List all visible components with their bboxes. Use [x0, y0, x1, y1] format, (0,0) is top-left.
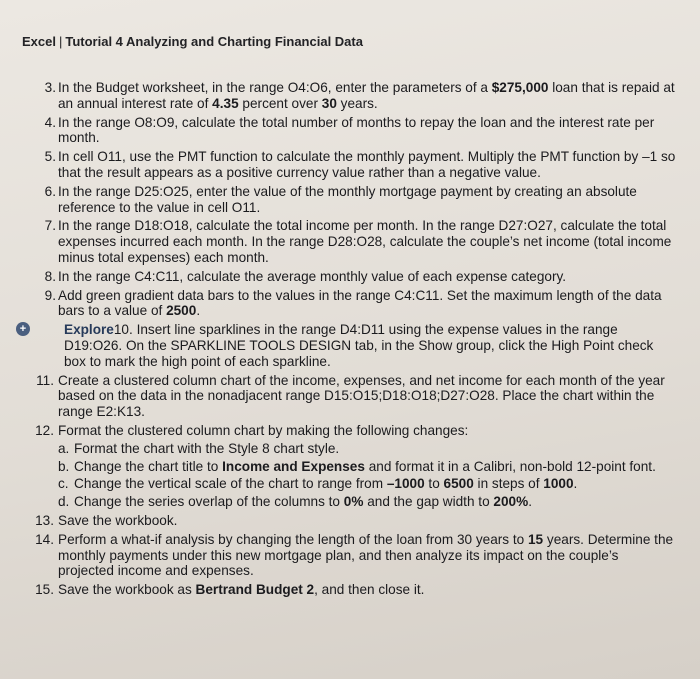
- explore-tag: [16, 322, 34, 336]
- substep-text: Change the series overlap of the columns to 0% and the gap width to 200%.: [74, 494, 532, 510]
- step-number: 12.: [35, 422, 54, 438]
- step-number: 13.: [35, 512, 54, 528]
- step-number: 11.: [36, 372, 54, 388]
- step-number: 3.: [44, 80, 56, 95]
- page-header: [22, 34, 363, 49]
- step-12: [16, 423, 676, 510]
- step-8: [16, 269, 676, 285]
- substep-text: Change the chart title to Income and Expenses and format it in a Calibri, non-bold 12-point font.: [74, 458, 656, 474]
- step-11: [16, 373, 676, 420]
- step-number: 15.: [35, 582, 54, 598]
- step-15: [16, 582, 676, 598]
- header-separator: |: [58, 34, 63, 49]
- substep-b: [58, 459, 676, 475]
- step-text: Format the clustered column chart by making the following changes:: [58, 422, 469, 438]
- step-number: 8.: [44, 268, 56, 284]
- step-3: [16, 80, 676, 112]
- substep-a: [58, 441, 676, 457]
- step-text: In the Budget worksheet, in the range O4:O6, enter the parameters of a $275,000 loan that is repaid at an annual interest rate of 4.35 percent over 30 years.: [58, 80, 675, 111]
- step-6: [16, 184, 676, 216]
- step-number: 5.: [44, 149, 56, 165]
- step-number: 10.: [113, 322, 133, 338]
- page-title: Tutorial 4 Analyzing and Charting Financial Data: [65, 34, 363, 49]
- substep-letter: a.: [58, 440, 70, 456]
- step-text: In the range O8:O9, calculate the total number of months to repay the loan and the interest rate per month.: [58, 114, 655, 146]
- step-text: In the range D25:O25, enter the value of the monthly mortgage payment by creating an absolute reference to the value in cell O11.: [58, 183, 637, 215]
- substep-d: [58, 494, 676, 510]
- step-number: 9.: [44, 287, 56, 303]
- instructions-list: [16, 80, 676, 601]
- substep-letter: d.: [58, 494, 70, 510]
- step-text: Save the workbook as Bertrand Budget 2, and then close it.: [58, 582, 425, 598]
- step-number: 4.: [44, 114, 56, 130]
- step-14: [16, 532, 676, 579]
- step-text: Create a clustered column chart of the income, expenses, and net income for each month of the year based on the data in the nonadjacent range D15:O15;D18:O18;D27:O28. Place the chart within the range E2:K13.: [58, 372, 665, 420]
- brand-label: Excel: [22, 34, 56, 49]
- step-number: 6.: [44, 183, 56, 199]
- substep-c: [58, 476, 676, 492]
- step-10-explore: [16, 322, 676, 369]
- step-text: In the range C4:C11, calculate the average monthly value of each expense category.: [58, 268, 567, 284]
- step-7: [16, 218, 676, 265]
- substep-letter: b.: [58, 458, 70, 474]
- step-text: In the range D18:O18, calculate the total income per month. In the range D27:O27, calculate the total expenses incurred each month. In the range D28:O28, calculate the couple’s net income (total income minus total expenses) each month.: [58, 218, 672, 265]
- step-number: 7.: [44, 218, 56, 234]
- step-text: Explore10. Insert line sparklines in the range D4:D11 using the expense values in the range D19:O26. On the SPARKLINE TOOLS DESIGN tab, in the Show group, click the High Point check box to mark the high point of each sparkline.: [64, 322, 654, 369]
- step-text: Add green gradient data bars to the values in the range C4:C11. Set the maximum length of the data bars to a value of 2500.: [58, 287, 662, 319]
- step-text: Perform a what-if analysis by changing the length of the loan from 30 years to 15 years. Determine the monthly payments under this new mortgage plan, and then analyze its impact on the couple’s projected income and expenses.: [58, 531, 674, 579]
- step-text: In cell O11, use the PMT function to calculate the monthly payment. Multiply the PMT function by –1 so that the result appears as a positive currency value rather than a negative value.: [58, 149, 676, 180]
- step-4: [16, 115, 676, 147]
- step-5: [16, 149, 676, 181]
- substep-text: Format the chart with the Style 8 chart style.: [74, 440, 340, 456]
- step-9: [16, 288, 676, 320]
- step-number: 14.: [35, 531, 54, 547]
- step-13: [16, 513, 676, 529]
- step-text: Save the workbook.: [58, 512, 178, 528]
- explore-plus-icon: +: [16, 322, 30, 336]
- substep-text: Change the vertical scale of the chart to range from –1000 to 6500 in steps of 1000.: [74, 476, 578, 492]
- explore-label: Explore: [64, 322, 114, 338]
- substep-letter: c.: [58, 476, 69, 492]
